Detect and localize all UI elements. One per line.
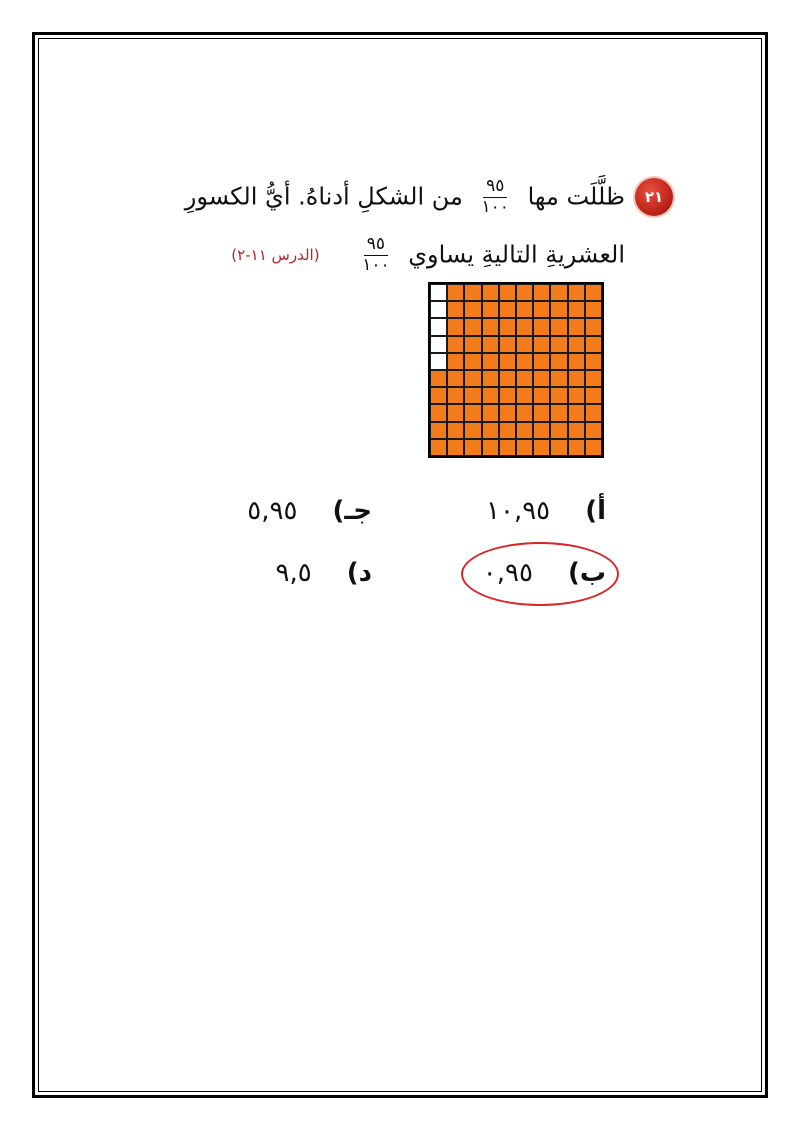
- grid-cell-shaded: [499, 318, 516, 335]
- grid-cell-shaded: [516, 422, 533, 439]
- grid-cell-shaded: [464, 422, 481, 439]
- grid-cell-shaded: [585, 318, 602, 335]
- grid-cell-shaded: [482, 353, 499, 370]
- choice-c-letter: جـ): [332, 496, 372, 526]
- grid-cell-shaded: [550, 336, 567, 353]
- grid-cell-unshaded: [430, 301, 447, 318]
- grid-cell-shaded: [533, 439, 550, 456]
- grid-cell-shaded: [533, 353, 550, 370]
- grid-cell-shaded: [585, 301, 602, 318]
- grid-cell-shaded: [430, 387, 447, 404]
- grid-cell-shaded: [499, 404, 516, 421]
- question-number-badge: ٢١: [635, 178, 673, 216]
- choice-d[interactable]: [276, 558, 373, 588]
- grid-cell-shaded: [550, 353, 567, 370]
- grid-cell-shaded: [447, 284, 464, 301]
- fraction-inline-1: [479, 178, 512, 217]
- question-line-2: [231, 236, 625, 275]
- grid-cell-shaded: [516, 404, 533, 421]
- choice-b-value: ٠,٩٥: [482, 558, 533, 588]
- grid-cell-shaded: [499, 284, 516, 301]
- grid-cell-shaded: [533, 284, 550, 301]
- grid-cell-shaded: [430, 404, 447, 421]
- grid-cell-unshaded: [430, 336, 447, 353]
- grid-cell-shaded: [568, 336, 585, 353]
- grid-cell-shaded: [516, 353, 533, 370]
- grid-cell-shaded: [464, 353, 481, 370]
- grid-cell-shaded: [447, 301, 464, 318]
- grid-cell-shaded: [568, 353, 585, 370]
- grid-cell-shaded: [585, 387, 602, 404]
- grid-cell-unshaded: [430, 318, 447, 335]
- grid-cell-shaded: [585, 284, 602, 301]
- grid-cell-shaded: [464, 404, 481, 421]
- grid-cell-shaded: [585, 353, 602, 370]
- grid-cell-shaded: [550, 387, 567, 404]
- choice-b-letter: ب): [567, 558, 606, 588]
- choice-a[interactable]: [486, 496, 606, 526]
- grid-cell-shaded: [568, 422, 585, 439]
- question-text-end: من الشكلِ أدناهُ. أيُّ الكسورِ: [184, 182, 463, 211]
- grid-cell-shaded: [585, 336, 602, 353]
- grid-cell-shaded: [430, 370, 447, 387]
- fraction-inline-2: [359, 236, 392, 275]
- question-text-start: ظلَّلَت مها: [527, 182, 625, 211]
- grid-cell-shaded: [533, 370, 550, 387]
- grid-cell-shaded: [568, 301, 585, 318]
- grid-cell-shaded: [550, 404, 567, 421]
- grid-cell-shaded: [499, 422, 516, 439]
- grid-cell-shaded: [482, 336, 499, 353]
- grid-cell-shaded: [447, 439, 464, 456]
- grid-cell-shaded: [464, 387, 481, 404]
- grid-cell-shaded: [482, 387, 499, 404]
- grid-cell-shaded: [482, 318, 499, 335]
- grid-cell-shaded: [568, 439, 585, 456]
- hundred-grid-model: [428, 282, 604, 458]
- grid-cell-shaded: [499, 370, 516, 387]
- grid-cell-shaded: [464, 318, 481, 335]
- grid-cell-shaded: [533, 422, 550, 439]
- grid-cell-shaded: [568, 404, 585, 421]
- grid-cell-shaded: [585, 422, 602, 439]
- grid-cell-shaded: [430, 439, 447, 456]
- grid-cell-shaded: [550, 370, 567, 387]
- grid-cell-shaded: [516, 318, 533, 335]
- grid-cell-unshaded: [430, 284, 447, 301]
- grid-cell-shaded: [568, 318, 585, 335]
- grid-cell-shaded: [499, 301, 516, 318]
- choice-c[interactable]: [247, 496, 372, 526]
- choice-a-value: ١٠,٩٥: [486, 496, 551, 526]
- fraction-numerator: ٩٥: [483, 178, 507, 198]
- grid-cell-shaded: [550, 318, 567, 335]
- grid-cell-shaded: [464, 336, 481, 353]
- fraction-denominator: ١٠٠: [362, 254, 390, 275]
- grid-cell-shaded: [533, 387, 550, 404]
- grid-cell-unshaded: [430, 353, 447, 370]
- question-line-1: [185, 178, 625, 217]
- grid-cell-shaded: [482, 439, 499, 456]
- grid-cell-shaded: [447, 336, 464, 353]
- grid-cell-shaded: [533, 336, 550, 353]
- grid-cell-shaded: [499, 439, 516, 456]
- grid-cell-shaded: [482, 370, 499, 387]
- grid-cell-shaded: [447, 422, 464, 439]
- grid-cell-shaded: [464, 301, 481, 318]
- grid-cell-shaded: [482, 301, 499, 318]
- grid-cell-shaded: [516, 439, 533, 456]
- grid-cell-shaded: [516, 387, 533, 404]
- grid-cell-shaded: [585, 404, 602, 421]
- grid-cell-shaded: [516, 336, 533, 353]
- grid-cell-shaded: [430, 422, 447, 439]
- grid-cell-shaded: [550, 284, 567, 301]
- choice-d-value: ٩,٥: [275, 558, 312, 588]
- grid-cell-shaded: [447, 404, 464, 421]
- grid-cell-shaded: [550, 439, 567, 456]
- grid-cell-shaded: [550, 422, 567, 439]
- grid-cell-shaded: [447, 370, 464, 387]
- grid-cell-shaded: [499, 387, 516, 404]
- grid-cell-shaded: [464, 439, 481, 456]
- grid-cell-shaded: [568, 370, 585, 387]
- grid-cell-shaded: [585, 439, 602, 456]
- grid-cell-shaded: [482, 404, 499, 421]
- grid-cell-shaded: [482, 422, 499, 439]
- grid-cell-shaded: [516, 284, 533, 301]
- grid-cell-shaded: [464, 284, 481, 301]
- question-text-line2: العشريةِ التاليةِ يساوي: [408, 240, 625, 269]
- grid-cell-shaded: [516, 301, 533, 318]
- choice-c-value: ٥,٩٥: [247, 496, 298, 526]
- grid-cell-shaded: [499, 353, 516, 370]
- grid-cell-shaded: [533, 404, 550, 421]
- grid-cell-shaded: [499, 336, 516, 353]
- grid-cell-shaded: [482, 284, 499, 301]
- fraction-numerator: ٩٥: [364, 236, 388, 256]
- grid-cell-shaded: [447, 353, 464, 370]
- grid-cell-shaded: [533, 318, 550, 335]
- grid-cell-shaded: [550, 301, 567, 318]
- grid-cell-shaded: [533, 301, 550, 318]
- grid-cell-shaded: [568, 284, 585, 301]
- grid-cell-shaded: [568, 387, 585, 404]
- lesson-reference: (الدرس ١١-٢): [231, 246, 320, 265]
- grid-cell-shaded: [585, 370, 602, 387]
- choice-a-letter: أ): [585, 496, 606, 526]
- fraction-denominator: ١٠٠: [481, 196, 509, 217]
- answer-circle-mark: [461, 542, 619, 606]
- choice-d-letter: د): [346, 558, 372, 588]
- grid-cell-shaded: [447, 318, 464, 335]
- grid-cell-shaded: [464, 370, 481, 387]
- grid-cell-shaded: [447, 387, 464, 404]
- grid-cell-shaded: [516, 370, 533, 387]
